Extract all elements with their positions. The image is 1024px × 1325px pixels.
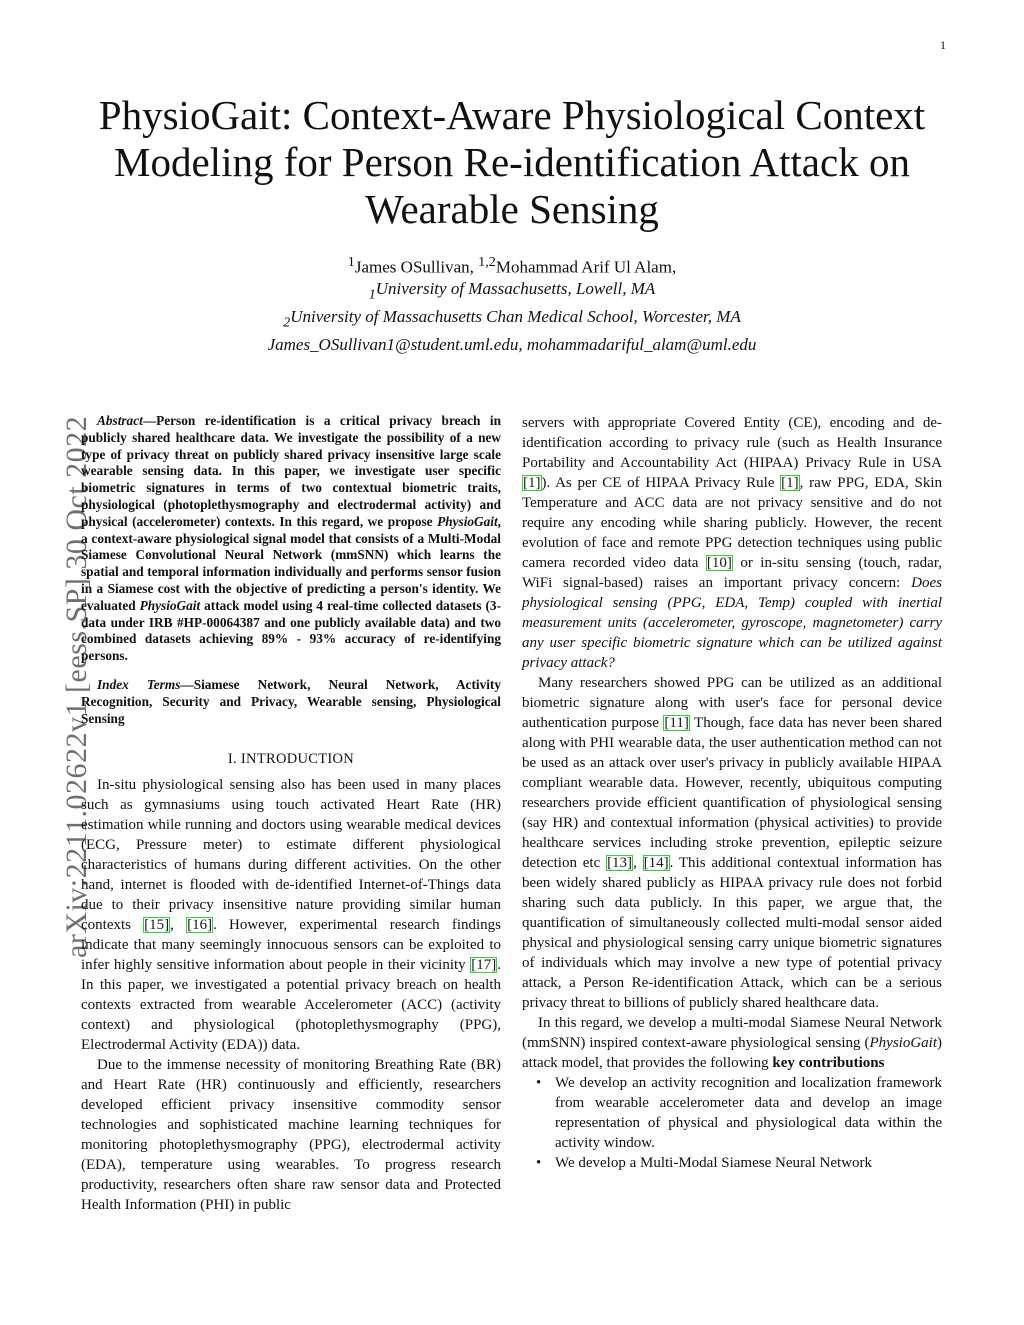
right-paragraph-3: In this regard, we develop a multi-modal Siamese Neural Network (mmSNN) inspired context-aware physiological sensing (PhysioGait) attack model, that provides the following key contributions: [522, 1015, 942, 1071]
abstract: Abstract—Person re-identification is a critical privacy breach in publicly shared healthcare data. We investigate the possibility of a new type of privacy threat on publicly shared privacy insensitive large scale wearable sensing data. In this paper, we investigate user specific biometric signatures in terms of two contextual biometric traits, physiological (photoplethysmography and electrodermal activity) and physical (accelerometer) contexts. In this regard, we propose PhysioGait, a context-aware physiological signal model that consists of a Multi-Modal Siamese Convolutional Neural Network (mmSNN) which learns the spatial and temporal information individually and performs sensor fusion in a Siamese cost with the objective of predicting a person's identity. We evaluated PhysioGait attack model using 4 real-time collected datasets (3-data under IRB #HP-00064387 and one publicly available data) and two combined datasets achieving 89% - 93% accuracy of re-identifying persons.: [81, 413, 501, 664]
index-terms-label: Index Terms: [97, 676, 181, 692]
author2-name: Mohammad Arif Ul Alam,: [495, 257, 677, 277]
intro-paragraph-2: Due to the immense necessity of monitoring Breathing Rate (BR) and Heart Rate (HR) continuously and efficiently, researchers developed efficient privacy insensitive commodity sensor technologies and sophisticated machine learning techniques for monitoring photoplethysmography (PPG), electrodermal activity (EDA), temperature using wearables. To progress research productivity, researchers often share raw sensor data and Protected Health Information (PHI) in public: [81, 1057, 501, 1214]
citation-link[interactable]: [17]: [471, 957, 497, 974]
left-column: [81, 413, 501, 1215]
citation-link[interactable]: [15]: [144, 917, 170, 934]
physiogait-term: PhysioGait: [437, 513, 498, 529]
right-paragraph-1: servers with appropriate Covered Entity (CE), encoding and de-identification according to privacy rule (such as Health Insurance Portability and Accountability Act (HIPAA) Privacy Rule in USA [1]). As per CE of HIPAA Privacy Rule [1], raw PPG, EDA, Skin Temperature and ACC data are not privacy sensitive and do not require any encoding while sharing publicly. However, the recent evolution of face and remote PPG detection techniques using public camera recorded video data [10] or in-situ sensing (touch, radar, WiFi signal-based) raises an important privacy concern: Does physiological sensing (PPG, EDA, Temp) coupled with inertial measurement units (accelerometer, gyroscope, magnetometer) carry any user specific biometric signature which can be utilized against privacy attack?: [522, 415, 943, 671]
citation-link[interactable]: [10]: [706, 555, 732, 571]
affiliation-1-text: University of Massachusetts, Lowell, MA: [375, 279, 656, 299]
contributions-list: [522, 1073, 942, 1173]
list-item: • We develop a Multi-Modal Siamese Neural Network: [536, 1155, 873, 1171]
author1-affiliation-mark: 1: [347, 254, 355, 270]
right-paragraph-2: Many researchers showed PPG can be utilized as an additional biometric signature along with user's face for personal device authentication purpose [11] Though, face data has never been shared along with PHI wearable data, the user authentication method can not be used as an attack over user's privacy in publicly available HIPAA compliant wearable data. However, recently, ubiquitous computing researchers provide efficient quantification of physiological sensing (say HR) and contextual information (physical activities) to provide healthcare services including stroke prevention, epileptic seizure detection etc [13], [14]. This additional contextual information has been widely shared publicly as HIPAA privacy rule does not forbid sharing such data publicly. In this paper, we argue that, the quantification of simultaneously collected multi-modal sensor aided physical and physiological sensing carry unique biometric signatures of individuals which may involve a new type of potential privacy attack, a Person Re-identification Attack, which can be a serious privacy threat to billions of publicly shared healthcare data.: [522, 675, 943, 1011]
author2-affiliation-mark: 1,2: [478, 254, 496, 270]
affiliation-2-mark: 2: [283, 314, 291, 331]
author-block: [0, 252, 1024, 355]
paper-title: PhysioGait: Context-Aware Physiological Context Modeling for Person Re-identification Attack on Wearable Sensing: [98, 92, 926, 232]
citation-link[interactable]: [1]: [523, 475, 541, 491]
citation-link[interactable]: [11]: [664, 715, 689, 731]
physiogait-term: PhysioGait: [139, 597, 201, 613]
abstract-label: Abstract: [97, 413, 143, 428]
citation-link[interactable]: [13]: [607, 855, 633, 871]
bullet-icon: •: [536, 1155, 542, 1171]
citation-link[interactable]: [1]: [781, 475, 799, 491]
physiogait-term: PhysioGait: [869, 1035, 937, 1051]
citation-link[interactable]: [14]: [643, 855, 669, 871]
list-item: • We develop an activity recognition and localization framework from wearable accelerometer data and develop an image representation of physical and physiological data within the activity window.: [536, 1075, 942, 1151]
section-heading-introduction: I. INTRODUCTION: [227, 751, 355, 768]
page-number: 1: [940, 38, 946, 52]
intro-paragraph-1: In-situ physiological sensing also has been used in many places such as gymnasiums using touch activated Heart Rate (HR) estimation while running and doctors using wearable medical devices (ECG, Pressure meter) to estimate different physiological characteristics of humans during different activities. On the other hand, internet is flooded with de-identified Internet-of-Things data due to their privacy insensitive nature providing similar human contexts [15], [16]. However, experimental research findings indicate that many seemingly innocuous sensors can be exploited to infer highly sensitive information about people in their vicinity [17]. In this paper, we investigated a potential privacy breach on health contexts extracted from wearable Accelerometer (ACC) (activity context) and physiological (photoplethysmography (PPG), Electrodermal Activity (EDA)) data.: [81, 777, 502, 1054]
key-contributions-label: key contributions: [772, 1055, 885, 1071]
author-names: [0, 252, 1024, 278]
arxiv-stamp: arXiv:2211.02622v1 [eess.SP] 30 Oct 2022: [60, 415, 93, 958]
affiliation-1-mark: 1: [368, 286, 376, 303]
right-column: [522, 413, 942, 1173]
author-emails: James_OSullivan1@student.uml.edu, mohammadariful_alam@uml.edu: [267, 334, 757, 354]
affiliation-1: [0, 278, 1024, 306]
affiliation-2-text: University of Massachusetts Chan Medical School, Worcester, MA: [290, 307, 741, 327]
author1-name: James OSullivan,: [354, 257, 479, 277]
citation-link[interactable]: [16]: [187, 917, 213, 934]
bullet-icon: •: [536, 1075, 542, 1091]
affiliation-2: [0, 306, 1024, 334]
research-question: Does physiological sensing (PPG, EDA, Temp) coupled with inertial measurement units (accelerometer, gyroscope, magnetometer) carry any user specific biometric signature which can be utilized against privacy attack?: [522, 575, 942, 671]
index-terms: Index Terms—Siamese Network, Neural Network, Activity Recognition, Security and Privacy, Wearable sensing, Physiological Sensing: [81, 676, 502, 726]
